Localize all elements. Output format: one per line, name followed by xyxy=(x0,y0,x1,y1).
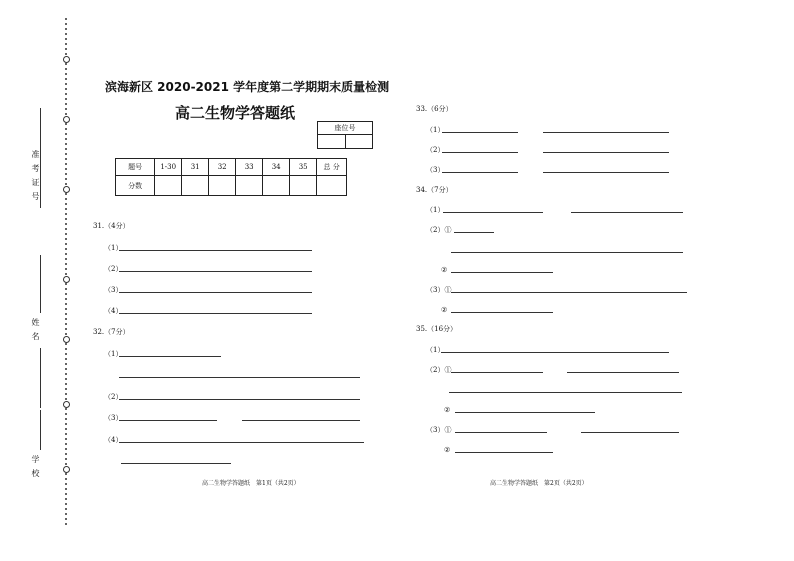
q35-answer-line-2d[interactable] xyxy=(455,412,595,413)
q35-item-3: （3）① xyxy=(426,426,452,434)
cut-dot xyxy=(65,178,67,180)
seat-number-label: 座位号 xyxy=(318,122,373,135)
cut-dot xyxy=(65,408,67,410)
cut-dot xyxy=(65,313,67,315)
school-label: 学校 xyxy=(31,455,40,483)
name-line-lower xyxy=(40,348,41,408)
cut-dot xyxy=(65,333,67,335)
cut-dot xyxy=(65,218,67,220)
q31-answer-line-1[interactable] xyxy=(119,250,312,251)
cut-dot xyxy=(65,508,67,510)
cut-dot xyxy=(65,433,67,435)
cut-dot xyxy=(65,323,67,325)
q31-answer-line-4[interactable] xyxy=(119,313,312,314)
dotted-cut-line xyxy=(64,18,70,528)
cut-dot xyxy=(65,453,67,455)
cut-dot xyxy=(65,473,67,475)
cut-dot xyxy=(65,438,67,440)
q34-answer-line-1b[interactable] xyxy=(571,212,683,213)
cut-dot xyxy=(65,363,67,365)
cut-dot xyxy=(65,478,67,480)
cut-dot xyxy=(65,353,67,355)
q33-answer-line-3a[interactable] xyxy=(442,172,518,173)
score-cell[interactable] xyxy=(236,176,263,196)
cut-dot xyxy=(65,53,67,55)
seat-cell-1[interactable] xyxy=(318,135,346,149)
q33-answer-line-2a[interactable] xyxy=(442,152,518,153)
cut-dot xyxy=(65,123,67,125)
cut-dot xyxy=(65,423,67,425)
cut-dot xyxy=(65,268,67,270)
cut-dot xyxy=(65,228,67,230)
q35-item-1: （1） xyxy=(426,346,445,354)
q31-answer-line-2[interactable] xyxy=(119,271,312,272)
q35-item-3b: ② xyxy=(444,446,451,454)
q34-item-2b: ② xyxy=(441,266,448,274)
exam-id-label: 准考证号 xyxy=(31,150,40,206)
score-cell[interactable] xyxy=(317,176,347,196)
cut-dot xyxy=(65,458,67,460)
cut-dot xyxy=(65,393,67,395)
q32-answer-line-4[interactable] xyxy=(119,442,364,443)
q31-item-1: （1） xyxy=(104,244,123,252)
binding-hole-icon xyxy=(63,336,70,343)
cut-dot xyxy=(65,48,67,50)
cut-dot xyxy=(65,108,67,110)
cut-dot xyxy=(65,428,67,430)
q34-answer-line-2b[interactable] xyxy=(451,272,553,273)
q33-answer-line-3b[interactable] xyxy=(543,172,669,173)
q32-answer-line-3b[interactable] xyxy=(242,420,360,421)
exam-id-line xyxy=(40,108,41,208)
q34-title: 34.（7分） xyxy=(416,186,453,194)
q34-item-2: （2）① xyxy=(426,226,452,234)
q32-item-4: （4） xyxy=(104,436,123,444)
q32-answer-line-3a[interactable] xyxy=(119,420,217,421)
cut-dot xyxy=(65,318,67,320)
cut-dot xyxy=(65,103,67,105)
cut-dot xyxy=(65,368,67,370)
cut-dot xyxy=(65,273,67,275)
q31-answer-line-3[interactable] xyxy=(119,292,312,293)
cut-dot xyxy=(65,298,67,300)
q34-answer-line-1a[interactable] xyxy=(443,212,543,213)
q31-item-3: （3） xyxy=(104,286,123,294)
q35-item-2b: ② xyxy=(444,406,451,414)
q32-answer-line-1b[interactable] xyxy=(119,377,360,378)
cut-dot xyxy=(65,93,67,95)
cut-dot xyxy=(65,163,67,165)
q33-answer-line-2b[interactable] xyxy=(543,152,669,153)
score-header-cell: 34 xyxy=(263,159,290,176)
q33-item-2: （2） xyxy=(426,146,445,154)
q32-item-1: （1） xyxy=(104,350,123,358)
cut-dot xyxy=(65,148,67,150)
cut-dot xyxy=(65,493,67,495)
cut-dot xyxy=(65,18,67,20)
score-cell[interactable] xyxy=(209,176,236,196)
q35-answer-line-2a[interactable] xyxy=(451,372,543,373)
cut-dot xyxy=(65,483,67,485)
cut-dot xyxy=(65,33,67,35)
score-header-cell: 35 xyxy=(290,159,317,176)
cut-dot xyxy=(65,288,67,290)
page1-footer: 高二生物学答题纸 第1页（共2页） xyxy=(202,480,300,487)
q34-answer-line-2c[interactable] xyxy=(451,252,683,253)
score-table xyxy=(115,158,347,196)
cut-dot xyxy=(65,348,67,350)
cut-dot xyxy=(65,168,67,170)
score-row-label: 分数 xyxy=(116,176,155,196)
score-header-cell: 33 xyxy=(236,159,263,176)
cut-dot xyxy=(65,208,67,210)
q34-item-1: （1） xyxy=(426,206,445,214)
q32-item-3: （3） xyxy=(104,414,123,422)
binding-hole-icon xyxy=(63,276,70,283)
score-header-cell: 题号 xyxy=(116,159,155,176)
cut-dot xyxy=(65,183,67,185)
cut-dot xyxy=(65,73,67,75)
cut-dot xyxy=(65,233,67,235)
cut-dot xyxy=(65,193,67,195)
cut-dot xyxy=(65,198,67,200)
cut-dot xyxy=(65,38,67,40)
cut-dot xyxy=(65,328,67,330)
cut-dot xyxy=(65,383,67,385)
cut-dot xyxy=(65,173,67,175)
seat-number-box xyxy=(317,121,373,149)
q35-answer-line-2c[interactable] xyxy=(449,392,682,393)
cut-dot xyxy=(65,43,67,45)
cut-dot xyxy=(65,398,67,400)
cut-dot xyxy=(65,258,67,260)
q31-title: 31.（4分） xyxy=(93,222,130,230)
school-line xyxy=(40,410,41,450)
cut-dot xyxy=(65,113,67,115)
cut-dot xyxy=(65,153,67,155)
cut-dot xyxy=(65,293,67,295)
cut-dot xyxy=(65,98,67,100)
sheet-title: 高二生物学答题纸 xyxy=(175,104,296,122)
cut-dot xyxy=(65,88,67,90)
q34-item-3b: ② xyxy=(441,306,448,314)
cut-dot xyxy=(65,158,67,160)
cut-dot xyxy=(65,68,67,70)
q35-title: 35.（16分） xyxy=(416,325,458,333)
q32-answer-line-2[interactable] xyxy=(119,399,360,400)
cut-dot xyxy=(65,253,67,255)
binding-hole-icon xyxy=(63,401,70,408)
cut-dot xyxy=(65,138,67,140)
binding-hole-icon xyxy=(63,56,70,63)
binding-hole-icon xyxy=(63,116,70,123)
cut-dot xyxy=(65,263,67,265)
cut-dot xyxy=(65,413,67,415)
q32-item-2: （2） xyxy=(104,393,123,401)
q33-item-3: （3） xyxy=(426,166,445,174)
cut-dot xyxy=(65,373,67,375)
q35-answer-line-3c[interactable] xyxy=(455,452,553,453)
score-cell[interactable] xyxy=(263,176,290,196)
q34-answer-line-3[interactable] xyxy=(451,292,687,293)
cut-dot xyxy=(65,133,67,135)
q34-answer-line-2[interactable] xyxy=(454,232,494,233)
score-cell[interactable] xyxy=(155,176,182,196)
cut-dot xyxy=(65,443,67,445)
cut-dot xyxy=(65,503,67,505)
score-header-cell: 32 xyxy=(209,159,236,176)
cut-dot xyxy=(65,243,67,245)
cut-dot xyxy=(65,378,67,380)
cut-dot xyxy=(65,343,67,345)
cut-dot xyxy=(65,448,67,450)
q32-answer-line-1[interactable] xyxy=(119,356,221,357)
cut-dot xyxy=(65,488,67,490)
q31-item-2: （2） xyxy=(104,265,123,273)
q35-answer-line-1[interactable] xyxy=(441,352,669,353)
q33-item-1: （1） xyxy=(426,126,445,134)
cut-dot xyxy=(65,128,67,130)
q34-answer-line-3b[interactable] xyxy=(451,312,553,313)
exam-title: 滨海新区 2020-2021 学年度第二学期期末质量检测 xyxy=(105,80,390,94)
score-header-cell: 1-30 xyxy=(155,159,182,176)
score-header-cell: 总 分 xyxy=(317,159,347,176)
cut-dot xyxy=(65,23,67,25)
cut-dot xyxy=(65,223,67,225)
cut-dot xyxy=(65,498,67,500)
cut-dot xyxy=(65,513,67,515)
name-label: 姓名 xyxy=(31,318,40,346)
cut-dot xyxy=(65,238,67,240)
q35-answer-line-2b[interactable] xyxy=(567,372,679,373)
cut-dot xyxy=(65,358,67,360)
cut-dot xyxy=(65,388,67,390)
cut-dot xyxy=(65,248,67,250)
binding-hole-icon xyxy=(63,186,70,193)
cut-dot xyxy=(65,78,67,80)
cut-dot xyxy=(65,203,67,205)
cut-dot xyxy=(65,523,67,525)
cut-dot xyxy=(65,143,67,145)
q33-title: 33.（6分） xyxy=(416,105,453,113)
cut-dot xyxy=(65,83,67,85)
cut-dot xyxy=(65,308,67,310)
cut-dot xyxy=(65,463,67,465)
score-header-cell: 31 xyxy=(182,159,209,176)
score-cell[interactable] xyxy=(290,176,317,196)
q35-answer-line-3b[interactable] xyxy=(581,432,679,433)
q32-answer-line-4b[interactable] xyxy=(121,463,231,464)
cut-dot xyxy=(65,518,67,520)
cut-dot xyxy=(65,28,67,30)
cut-dot xyxy=(65,63,67,65)
seat-cell-2[interactable] xyxy=(345,135,373,149)
score-cell[interactable] xyxy=(182,176,209,196)
q35-item-2: （2）① xyxy=(426,366,452,374)
name-line xyxy=(40,255,41,313)
q32-title: 32.（7分） xyxy=(93,328,130,336)
q34-item-3: （3）① xyxy=(426,286,452,294)
q31-item-4: （4） xyxy=(104,307,123,315)
page2-footer: 高二生物学答题纸 第2页（共2页） xyxy=(490,480,588,487)
q33-answer-line-1a[interactable] xyxy=(442,132,518,133)
cut-dot xyxy=(65,213,67,215)
binding-hole-icon xyxy=(63,466,70,473)
cut-dot xyxy=(65,283,67,285)
q33-answer-line-1b[interactable] xyxy=(543,132,669,133)
q35-answer-line-3a[interactable] xyxy=(455,432,547,433)
cut-dot xyxy=(65,303,67,305)
cut-dot xyxy=(65,418,67,420)
